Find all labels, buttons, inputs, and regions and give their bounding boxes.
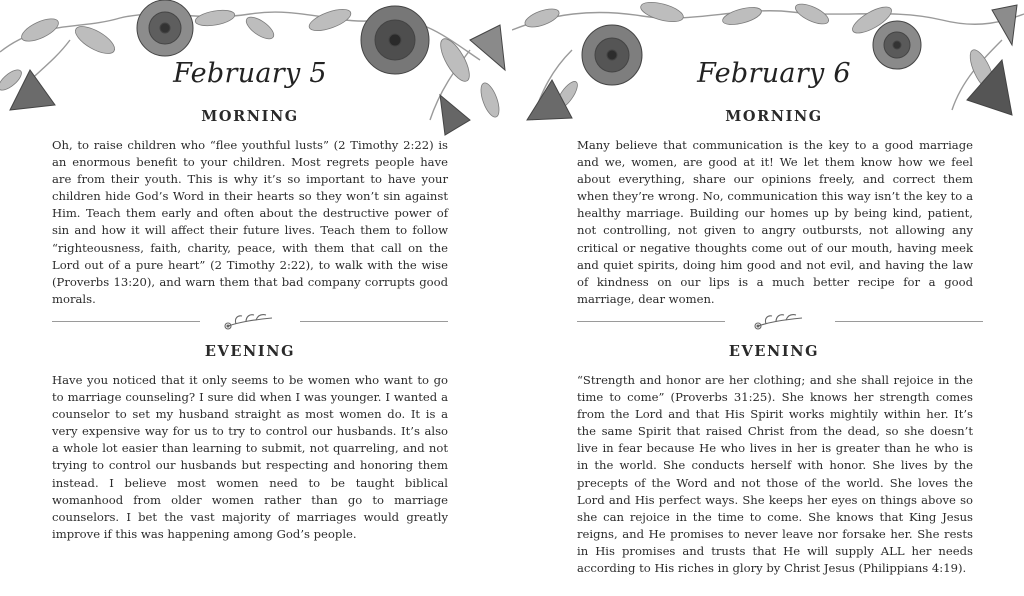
right-page (512, 0, 1024, 596)
divider-line (300, 321, 448, 322)
morning-devotional-text: Many believe that communication is the key to a good marriage and we, women, are good at it! We let them know how we feel about everything, share our opinions freely, and correct them when they’re wrong. No, communication this way isn’t the key to a healthy marriage. Building our homes up by being kind, patient, not controlling, not given to angry outbursts, not allowing any critical or negative thoughts come out of our mouth, having meek and quiet spirits, doing him good and not evil, and having the law of kindness on our lips is a much better recipe for a good marriage, dear women. (577, 138, 973, 306)
evening-devotional-text: “Strength and honor are her clothing; and she shall rejoice in the time to come” (Proverbs 31:25). She knows her strength comes from the Lord and that His Spirit works mightily within her. It’s the same Spirit that raised Christ from the dead, so she doesn’t live in fear because He who lives in her is greater than he who is in the world. She conducts herself with honor. She lives by the precepts of the Word and not those of the world. She loves the Lord and His perfect ways. She keeps her eyes on things above so she can rejoice in the time to come. She knows that King Jesus reigns, and He promises to never leave nor forsake her. She rests in His promises and trusts that He will supply ALL her needs according to His riches in glory by Christ Jesus (Philippians 4:19). (577, 373, 973, 576)
sprig-ornament-icon (222, 310, 278, 332)
evening-heading: EVENING (728, 343, 820, 360)
morning-devotional-text: Oh, to raise children who “flee youthful lusts” (2 Timothy 2:22) is an enormous benefit to your children. Most regrets people have are from their youth. This is why it’s so important to have your children hide God’s Word in their hearts so they won’t sin against Him. Teach them early and often about the destructive power of sin and how it will affect their future lives. Teach them to follow “righteousness, faith, charity, peace, with them that call on the Lord out of a pure heart” (2 Timothy 2:22), to walk with the wise (Proverbs 13:20), and warn them that bad company corrupts good morals. (52, 138, 448, 306)
section-divider (577, 310, 983, 332)
sprig-ornament-icon (752, 310, 808, 332)
morning-heading: MORNING (201, 108, 299, 125)
evening-devotional-text: Have you noticed that it only seems to be women who want to go to marriage counseling? I sure did when I was younger. I wanted a counselor to set my husband straight as most women do. It is a very expensive way for us to try to control our husbands. It’s also a whole lot easier than learning to submit, not quarreling, and not trying to control our husbands but respecting and honoring them instead. I believe most women need to be taught biblical womanhood from older women rather than go to marriage counselors. I bet the vast majority of marriages would greatly improve if this was happening among God’s people. (52, 373, 448, 541)
divider-line (577, 321, 725, 322)
divider-line (835, 321, 983, 322)
date-title: February 6 (697, 58, 851, 89)
section-divider (52, 310, 448, 332)
divider-line (52, 321, 200, 322)
evening-heading: EVENING (204, 343, 296, 360)
date-title: February 5 (173, 58, 327, 89)
morning-heading: MORNING (725, 108, 823, 125)
